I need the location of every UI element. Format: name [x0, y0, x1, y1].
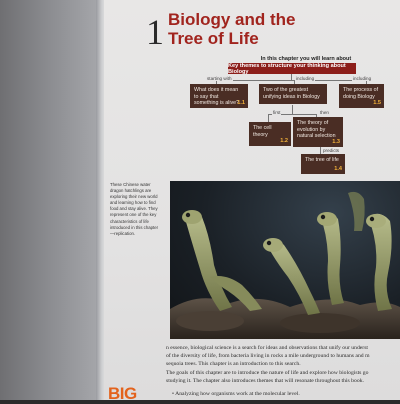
- concept-box-tree-of-life: [301, 154, 345, 174]
- chapter-title-line-2: Tree of Life: [168, 29, 259, 48]
- connector-unify-down: [292, 105, 293, 114]
- concept-box-evolution: [293, 117, 343, 147]
- concept-box-text: Two of the greatest unifying ideas in Biology: [263, 87, 320, 100]
- body-line: sequoia trees. This chapter is an introduction to this search.: [166, 361, 301, 368]
- connector-horizontal: [216, 80, 366, 81]
- label-starting-with: starting with: [207, 76, 232, 81]
- connector-first: [268, 114, 269, 122]
- concept-box-unifying-ideas: [259, 84, 327, 104]
- body-line: n essence, biological science is a search for ideas and observations that unify our underst: [166, 345, 368, 351]
- chapter-title-line-1: Biology and the: [168, 10, 296, 29]
- section-number: 1.4: [334, 165, 342, 172]
- concept-box-text: The cell theory: [253, 125, 272, 138]
- concept-box-text: The process of doing Biology: [343, 87, 379, 100]
- big-ideas-heading: BIG: [108, 384, 137, 403]
- chapter-body-text: [166, 344, 400, 385]
- photo-caption: These Chinese water dragon hatchlings are exploring their new world and learning how to find food and stay alive. They represent one of the key characteristics of life introduced in this chapter—replication.: [110, 182, 159, 236]
- body-line: of the diversity of life, from bacteria living in rocks a mile underground to humans and m: [166, 353, 370, 360]
- label-first: first: [273, 110, 281, 115]
- concept-box-doing-biology: [339, 84, 384, 108]
- concept-box-text: What does it mean to say that something is alive?: [194, 87, 240, 106]
- body-line: studying it. The chapter also introduces themes that will resonate throughout this book.: [166, 377, 364, 384]
- label-then: then: [320, 110, 329, 115]
- water-dragon-photo: [170, 181, 400, 339]
- label-including-2: including: [353, 76, 372, 81]
- left-page: [0, 0, 98, 400]
- label-predicts: predicts: [323, 148, 340, 153]
- connector-predicts: [320, 146, 321, 154]
- bullet-item: • Analyzing how organisms work at the molecular level.: [172, 391, 300, 397]
- concept-map-intro: In this chapter you will learn about: [260, 56, 352, 62]
- section-number: 1.5: [373, 99, 381, 106]
- concept-box-what-is-alive: [190, 84, 248, 108]
- body-line: The goals of this chapter are to introduce the nature of life and explore how biologists go: [166, 369, 369, 376]
- chapter-number: 1: [146, 12, 164, 52]
- label-including-1: including: [296, 76, 315, 81]
- chapter-title: [168, 10, 368, 48]
- water-dragon-illustration: [170, 181, 400, 339]
- concept-map-root: Key themes to structure your thinking about Biology: [228, 63, 356, 74]
- concept-box-text: The theory of evolution by natural selection: [297, 120, 336, 139]
- section-number: 1.3: [332, 138, 340, 145]
- concept-box-text: The tree of life: [305, 157, 339, 163]
- section-number: 1.1: [237, 99, 245, 106]
- concept-box-cell-theory: [249, 122, 291, 146]
- section-number: 1.2: [280, 137, 288, 144]
